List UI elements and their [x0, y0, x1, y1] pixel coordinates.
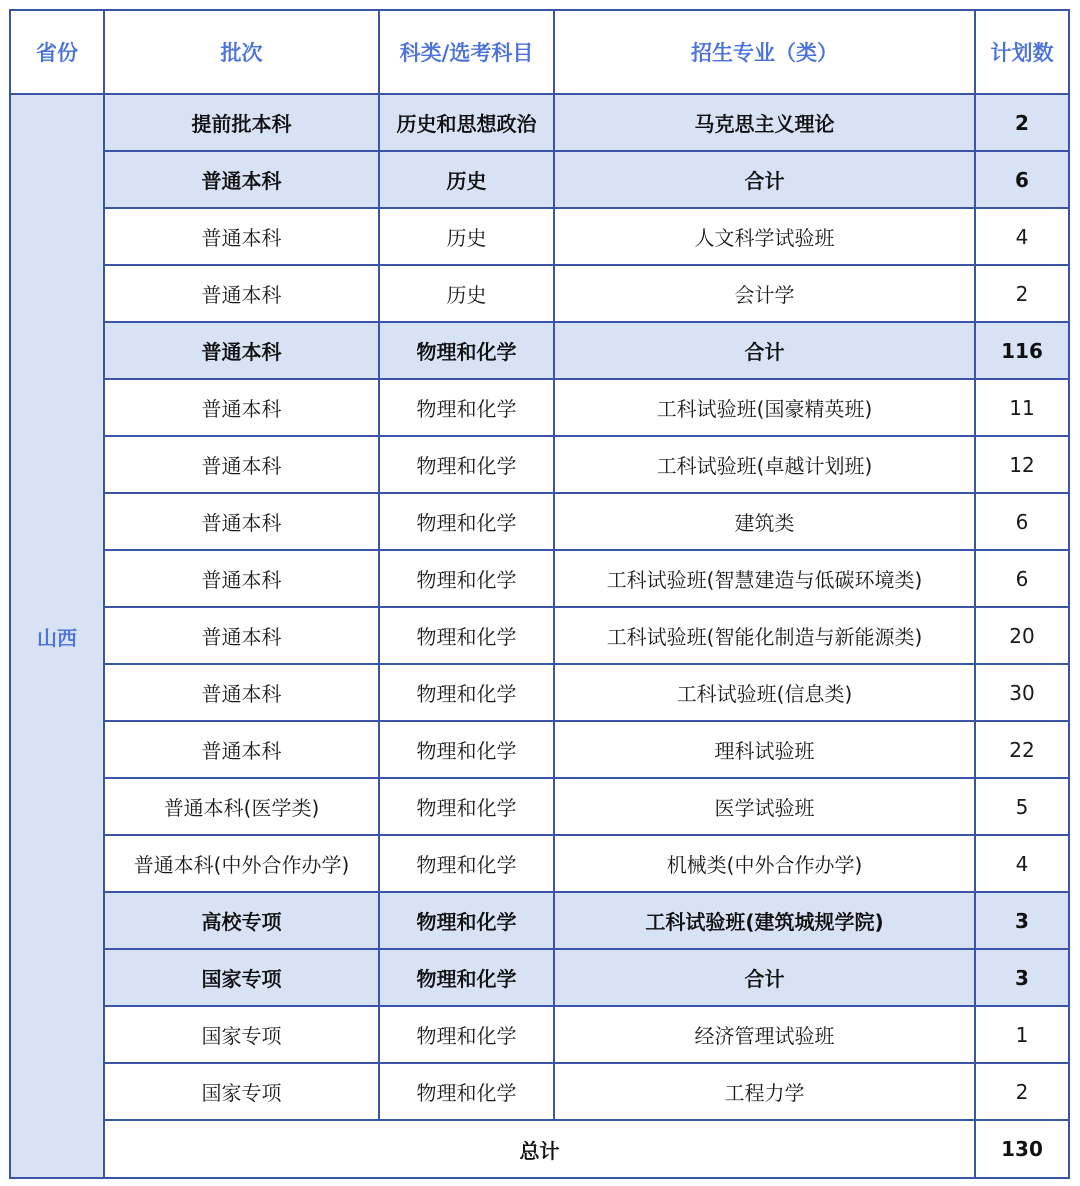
batch-cell: 普通本科 [104, 721, 379, 778]
major-cell: 马克思主义理论 [554, 94, 975, 151]
subject-cell: 历史 [379, 208, 554, 265]
batch-cell: 普通本科 [104, 208, 379, 265]
plan-cell: 2 [975, 94, 1069, 151]
plan-cell: 2 [975, 265, 1069, 322]
subject-cell: 物理和化学 [379, 778, 554, 835]
table-row [10, 493, 1069, 550]
header-batch: 批次 [104, 10, 379, 94]
major-cell: 工科试验班(智慧建造与低碳环境类) [554, 550, 975, 607]
major-cell: 医学试验班 [554, 778, 975, 835]
plan-cell: 6 [975, 493, 1069, 550]
batch-cell: 普通本科 [104, 151, 379, 208]
plan-cell: 11 [975, 379, 1069, 436]
table-row [10, 436, 1069, 493]
subject-cell: 物理和化学 [379, 892, 554, 949]
batch-cell: 普通本科 [104, 322, 379, 379]
subtotal-row [10, 949, 1069, 1006]
batch-cell: 国家专项 [104, 1063, 379, 1120]
batch-cell: 普通本科 [104, 664, 379, 721]
table-row [10, 664, 1069, 721]
table-row [10, 778, 1069, 835]
major-cell: 人文科学试验班 [554, 208, 975, 265]
table-body [10, 94, 1069, 1178]
subject-cell: 历史和思想政治 [379, 94, 554, 151]
header-subject: 科类/选考科目 [379, 10, 554, 94]
plan-cell: 20 [975, 607, 1069, 664]
plan-cell: 5 [975, 778, 1069, 835]
major-cell: 工科试验班(信息类) [554, 664, 975, 721]
subject-cell: 物理和化学 [379, 1006, 554, 1063]
major-cell: 理科试验班 [554, 721, 975, 778]
subtotal-row [10, 322, 1069, 379]
table-row [10, 835, 1069, 892]
subtotal-row [10, 892, 1069, 949]
batch-cell: 普通本科 [104, 607, 379, 664]
table-row [10, 1006, 1069, 1063]
major-cell: 经济管理试验班 [554, 1006, 975, 1063]
subject-cell: 物理和化学 [379, 835, 554, 892]
enrollment-plan-table [9, 9, 1070, 1179]
table-row [10, 607, 1069, 664]
plan-cell: 1 [975, 1006, 1069, 1063]
subject-cell: 物理和化学 [379, 664, 554, 721]
plan-cell: 3 [975, 892, 1069, 949]
table-row [10, 550, 1069, 607]
table-row [10, 265, 1069, 322]
batch-cell: 普通本科 [104, 436, 379, 493]
plan-cell: 116 [975, 322, 1069, 379]
header-major: 招生专业（类） [554, 10, 975, 94]
batch-cell: 国家专项 [104, 949, 379, 1006]
plan-cell: 12 [975, 436, 1069, 493]
subject-cell: 物理和化学 [379, 1063, 554, 1120]
plan-cell: 2 [975, 1063, 1069, 1120]
subject-cell: 物理和化学 [379, 949, 554, 1006]
total-row [10, 1120, 1069, 1178]
major-cell: 合计 [554, 151, 975, 208]
subject-cell: 物理和化学 [379, 721, 554, 778]
header-plan: 计划数 [975, 10, 1069, 94]
table-header [10, 10, 1069, 94]
major-cell: 合计 [554, 949, 975, 1006]
major-cell: 合计 [554, 322, 975, 379]
batch-cell: 普通本科(医学类) [104, 778, 379, 835]
table-row [10, 1063, 1069, 1120]
batch-cell: 普通本科 [104, 493, 379, 550]
plan-cell: 22 [975, 721, 1069, 778]
plan-cell: 4 [975, 835, 1069, 892]
subject-cell: 历史 [379, 151, 554, 208]
province-cell: 山西 [10, 94, 104, 1178]
subject-cell: 物理和化学 [379, 607, 554, 664]
subject-cell: 历史 [379, 265, 554, 322]
subject-cell: 物理和化学 [379, 379, 554, 436]
batch-cell: 普通本科 [104, 550, 379, 607]
major-cell: 工科试验班(卓越计划班) [554, 436, 975, 493]
major-cell: 工科试验班(建筑城规学院) [554, 892, 975, 949]
total-label: 总计 [104, 1120, 975, 1178]
subject-cell: 物理和化学 [379, 322, 554, 379]
total-value: 130 [975, 1120, 1069, 1178]
batch-cell: 提前批本科 [104, 94, 379, 151]
major-cell: 工程力学 [554, 1063, 975, 1120]
batch-cell: 国家专项 [104, 1006, 379, 1063]
major-cell: 建筑类 [554, 493, 975, 550]
batch-cell: 普通本科(中外合作办学) [104, 835, 379, 892]
major-cell: 工科试验班(智能化制造与新能源类) [554, 607, 975, 664]
subtotal-row [10, 94, 1069, 151]
major-cell: 会计学 [554, 265, 975, 322]
subject-cell: 物理和化学 [379, 550, 554, 607]
major-cell: 工科试验班(国豪精英班) [554, 379, 975, 436]
table-row [10, 379, 1069, 436]
subject-cell: 物理和化学 [379, 436, 554, 493]
table-row [10, 721, 1069, 778]
subtotal-row [10, 151, 1069, 208]
header-province: 省份 [10, 10, 104, 94]
subject-cell: 物理和化学 [379, 493, 554, 550]
header-row [10, 10, 1069, 94]
plan-cell: 3 [975, 949, 1069, 1006]
batch-cell: 普通本科 [104, 265, 379, 322]
batch-cell: 普通本科 [104, 379, 379, 436]
plan-cell: 4 [975, 208, 1069, 265]
plan-cell: 30 [975, 664, 1069, 721]
major-cell: 机械类(中外合作办学) [554, 835, 975, 892]
plan-cell: 6 [975, 550, 1069, 607]
plan-cell: 6 [975, 151, 1069, 208]
batch-cell: 高校专项 [104, 892, 379, 949]
table-row [10, 208, 1069, 265]
